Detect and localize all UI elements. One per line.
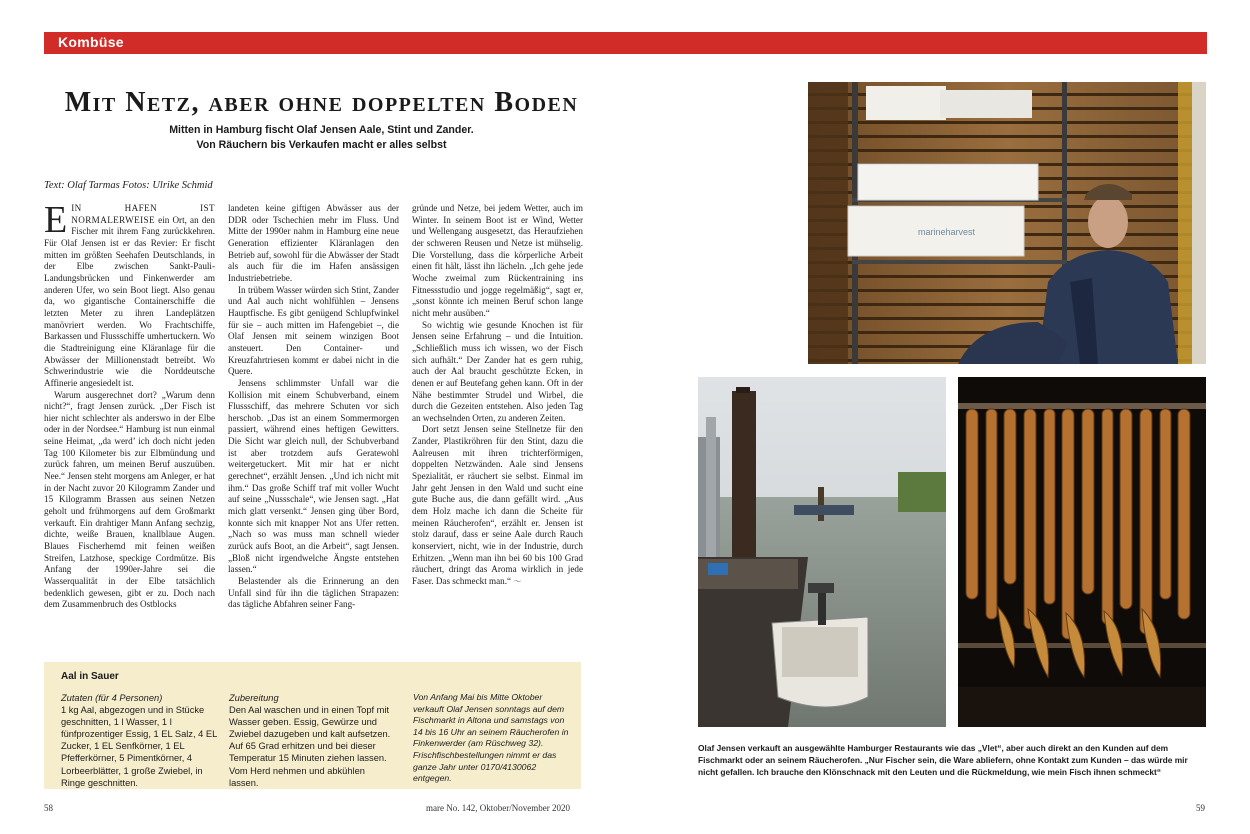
headline: Mit Netz, aber ohne doppelten Boden <box>64 87 579 118</box>
body-column-2 <box>228 203 399 656</box>
issue-line: mare No. 142, Oktober/November 2020 <box>426 803 570 813</box>
page-number-right: 59 <box>1196 803 1205 813</box>
method-heading: Zubereitung <box>229 693 279 703</box>
end-mark-icon: 〜 <box>513 577 522 586</box>
photo-caption: Olaf Jensen verkauft an ausgewählte Hamburger Restaurants wie das „Vlet“, aber auch direkt an den Kunden auf dem Fischmarkt oder an seinem Räucherofen. „Nur Fischer sein, die Ware abliefern, ohne Kontakt zum Kunden – das würde mir nicht gefallen. Ich brauche den Klönschnack mit den Leuten und die Rückmeldung, wie mein Fisch ihnen schmeckt“ <box>698 743 1188 777</box>
dropcap: E <box>44 203 68 241</box>
body-column-3 <box>412 203 583 656</box>
section-label: Kombüse <box>58 34 124 50</box>
body-paragraph: So wichtig wie gesunde Knochen ist für Jensen seine Erfahrung – und die Intuition. „Schließlich muss ich wissen, wo der Fisch sich aufhält.“ Der Zander hat es gern ruhig, auch der Aal braucht geschützte Ecken, in denen er auf Beutefang gehen kann. Oft in der Nähe bestimmter Strudel und Wirbel, die durch die Gezeiten entstehen. Also jeden Tag an wechselnden Orten, zu anderen Zeiten. <box>412 319 583 423</box>
subheadline-line-1: Mitten in Hamburg fischt Olaf Jensen Aale, Stint und Zander. <box>169 124 474 136</box>
harbour-illustration <box>698 377 946 727</box>
eels-illustration <box>958 377 1206 727</box>
body-paragraph: Warum ausgerechnet dort? „Warum denn nicht?“, fragt Jensen zurück. „Der Fisch ist hier nicht schlechter als anderswo in der Elbe oder in der Nordsee.“ Hamburg ist nun einmal seine Heimat, „da werd’ ich doch nicht jeden Tag 100 Kilometer bis zur Elbmündung und zurück fahren, um meinen Beruf auszuüben. Nee.“ Jensen steht morgens am Anleger, er hat in der Nacht zuvor 20 Kilogramm Zander und 15 Kilogramm Brassen aus seinen Netzen geholt und frühmorgens auf dem Großmarkt verkauft. Ein drahtiger Mann Anfang sechzig, dichte, weiße Brauen, knallblaue Augen. Blaues Fischerhemd mit feinen weißen Streifen, Latzhose, speckige Cordmütze. Bis Anfang der 1990er-Jahre sei die Wasserqualität in der Elbe tatsächlich bedenklich gewesen, gibt er zu. Doch nach dem Zusammenbruch des Ostblocks <box>44 389 215 610</box>
subheadline-line-2: Von Räuchern bis Verkaufen macht er alles selbst <box>196 139 447 151</box>
body-paragraph: In trübem Wasser würden sich Stint, Zander und Aal auch nicht wohlfühlen – Jensens Hauptfische. Es gibt genügend Schlupfwinkel für sie – auch mitten im Hafengebiet –, die Olaf Jensen mit seinem winzigen Boot ansteuert. Den Container- und Kreuzfahrtriesen kommt er dabei nicht in die Quere. <box>228 284 399 377</box>
page-number-left: 58 <box>44 803 53 813</box>
portrait-illustration <box>808 82 1206 364</box>
section-bar <box>44 32 1207 54</box>
recipe-ingredients <box>61 692 226 789</box>
photo-smoked-eels <box>958 377 1206 727</box>
body-text: ein Ort, an den Fischer mit ihrem Fang zurückkehren. Für Olaf Jensen ist er das Revier: Er fischt mitten im größten Seehafen Deutschlands, in der Elbe zwischen Sankt-Pauli-Landungsbrücken und Finkenwerder am anderen Ufer, wo sein Boot liegt. Also genau da, wo gigantische Containerschiffe die letzten Meter zu ihren Landeplätzen manövriert werden. Wo Frachtschiffe, Barkassen und Flussschiffe umhertuckern. Wo die Stadtreinigung eine Kläranlage für die Abwässer der Millionenstadt betreibt. Wo Schwerindustrie wie die Norddeutsche Affinerie angesiedelt ist. <box>44 214 215 388</box>
body-paragraph: Belastender als die Erinnerung an den Unfall sind für ihn die täglichen Strapazen: das tägliche Abfahren seiner Fang- <box>228 576 399 610</box>
photo-harbour-boat <box>698 377 946 727</box>
ingredients-text: 1 kg Aal, abgezogen und in Stücke geschnitten, 1 l Wasser, 1 l fünfprozentiger Essig, 1 EL Salz, 4 EL Zucker, 1 EL Senfkörner, 1 EL Pfefferkörner, 5 Pimentkörner, 4 Lorbeerblätter, 1 große Zwiebel, in Ringe geschnitten. <box>61 705 217 788</box>
subheadline <box>44 123 599 153</box>
box-label: marineharvest <box>918 227 976 237</box>
lead-caps: IN HAFEN IST NORMALERWEISE <box>71 203 215 225</box>
ingredients-heading: Zutaten (für 4 Personen) <box>61 693 163 703</box>
recipe-title: Aal in Sauer <box>61 671 119 682</box>
body-column-1 <box>44 203 215 656</box>
body-text: Dort setzt Jensen seine Stellnetze für den Zander, Plastikröhren für den Stint, dazu die Aalreusen mit ihren trichterförmigen, doppelten Netzwänden. Aale sind Jensens Spezialität, er räuchert sie selbst. Einmal im Jahr geht Jensen in den Wald und sucht eine gute Buche aus, die dann gefällt wird. „Aus dem Holz mache ich dann die Scheite für meinen Räucherofen“, erzählt er. Jensen ist stolz darauf, dass er seine Aale durch Rauch konserviert, nicht, wie in der Industrie, durch Erhitzen. „Wenn man ihn bei 60 bis 100 Grad räuchert, dringt das Aroma wirklich in jede Faser. Das schmeckt man.“ <box>412 424 583 586</box>
photo-fisherman-portrait <box>808 82 1206 364</box>
method-text: Den Aal waschen und in einen Topf mit Wasser geben. Essig, Gewürze und Zwiebel dazugeben und kalt aufsetzen. Auf 65 Grad erhitzen und bei dieser Temperatur 15 Minuten ziehen lassen. Vom Herd nehmen und abkühlen lassen. <box>229 705 391 788</box>
body-paragraph <box>44 203 215 390</box>
body-paragraph: Jensens schlimmster Unfall war die Kollision mit einem Schubverband, einem Flussschiff, das mehrere Schuten vor sich herschob. „Das ist an einem Sommermorgen passiert, während eines heftigen Gewitters. Die Sicht war gleich null, der Schubverband ist aber trotzdem aufs Geratewohl weitergetuckert. Mit mir hat er nicht gerechnet“, erzählt Jensen. „Und ich nicht mit ihm.“ Das große Schiff traf mit voller Wucht auf seine „Nussschale“, wie Jensen sagt. „Hat mich glatt versenkt.“ Jensen ging über Bord, konnte sich mit knapper Not ans Ufer retten. „Nach so was muss man schnell wieder zurück aufs Boot, an die Arbeit“, sagt Jensen. „Bloß nicht irgendwelche Ängste entstehen lassen.“ <box>228 377 399 575</box>
body-paragraph: landeten keine giftigen Abwässer aus der DDR oder Tschechien mehr im Fluss. Und Mitte der 1990er nahm in Hamburg eine neue Generation effizienter Kläranlagen den Betrieb auf, sowohl für die Abwässer der Stadt als auch für die im Hafen ansässigen Industriebetriebe. <box>228 203 399 283</box>
body-paragraph <box>412 424 583 587</box>
recipe-method <box>229 692 394 789</box>
body-paragraph: gründe und Netze, bei jedem Wetter, auch im Winter. In seinem Boot ist er Wind, Wetter und Wellengang ausgesetzt, das Heraufziehen der schweren Reusen und Netze ist mühselig. Die Vorstellung, dass die körperliche Arbeit einen fit hält, lässt ihn lächeln. „Ich gehe jede Woche zweimal zum Rückentraining ins Fitnessstudio und jogge regelmäßig“, sagt er, „sonst könnte ich meinen Beruf schon lange nicht mehr ausüben.“ <box>412 203 583 318</box>
recipe-box <box>44 662 581 789</box>
recipe-note: Von Anfang Mai bis Mitte Oktober verkauft Olaf Jensen sonntags auf dem Fischmarkt in Altona und samstags von 14 bis 16 Uhr an seinem Räucherofen in Finkenwerder (am Rüschweg 32). Frischfischbestellungen nimmt er das ganze Jahr unter 0170/4130062 entgegen. <box>413 692 569 784</box>
credits: Text: Olaf Tarmas Fotos: Ulrike Schmid <box>44 180 213 191</box>
